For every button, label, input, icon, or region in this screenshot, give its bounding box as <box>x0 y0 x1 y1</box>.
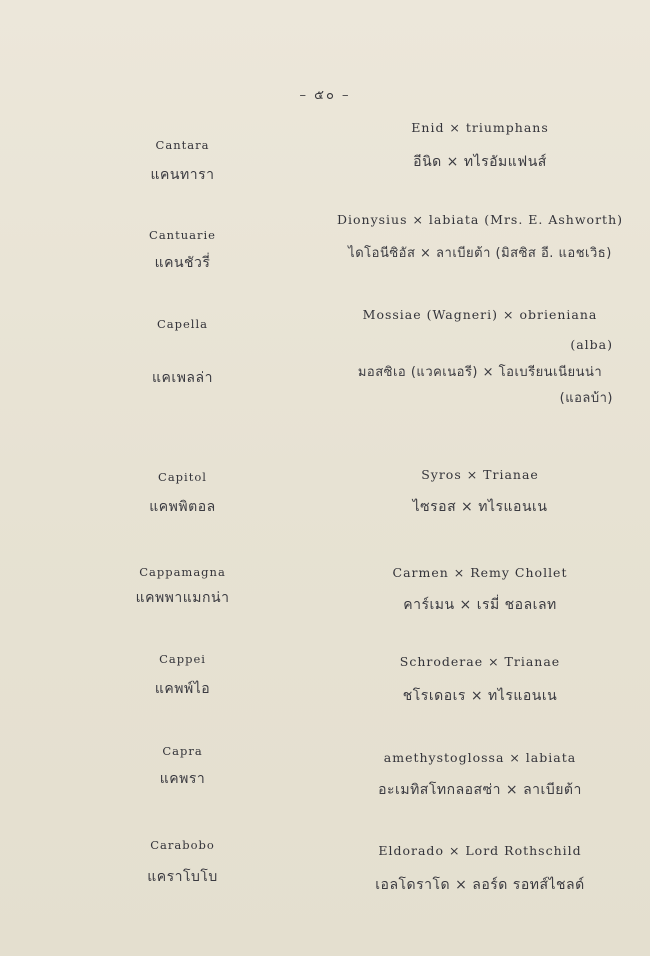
parentage-latin-continued: (alba) <box>570 337 613 352</box>
latin-name: Capitol <box>158 470 207 484</box>
list-item <box>100 742 265 790</box>
list-item <box>325 211 635 265</box>
latin-name: Cantara <box>155 138 210 152</box>
latin-name: Carabobo <box>150 838 215 852</box>
list-item <box>100 836 265 888</box>
list-item <box>100 468 265 518</box>
list-item <box>325 653 635 707</box>
list-item <box>325 564 635 616</box>
parentage-thai: ไดโอนีซิอัส × ลาเบียต้า (มิสซิส อี. แอชเวิธ) <box>348 246 612 261</box>
list-item <box>325 306 635 410</box>
latin-name: Capra <box>162 744 203 758</box>
list-item <box>100 563 265 609</box>
parentage-thai: อะเมทิสโทกลอสซ่า × ลาเบียต้า <box>378 782 582 798</box>
parentage-latin: Dionysius × labiata (Mrs. E. Ashworth) <box>336 212 624 227</box>
parentage-latin: Schroderae × Trianae <box>399 654 561 669</box>
list-item <box>325 842 635 896</box>
latin-name: Capella <box>156 317 209 331</box>
parentage-latin: Mossiae (Wagneri) × obrieniana <box>362 307 598 322</box>
list-item <box>100 315 265 389</box>
parentage-latin: Syros × Trianae <box>421 467 539 482</box>
thai-name: แคพพ์ไอ <box>154 681 211 697</box>
parentage-thai: ชโรเดอเร × ทไรแอนเน <box>402 688 558 704</box>
list-item <box>325 749 635 801</box>
thai-name: แคพพิตอล <box>149 499 216 515</box>
list-item <box>100 136 265 186</box>
list-item <box>325 466 635 518</box>
parentage-thai: เอลโดราโด × ลอร์ด รอทส์ไชลด์ <box>375 877 585 893</box>
thai-name: แคพรา <box>159 771 206 787</box>
parentage-latin: Eldorado × Lord Rothschild <box>378 843 582 858</box>
parentage-latin: Enid × triumphans <box>411 120 549 135</box>
list-item <box>100 650 265 700</box>
list-item <box>325 119 635 173</box>
latin-name: Cantuarie <box>149 228 216 242</box>
list-item <box>100 226 265 274</box>
parentage-latin: Carmen × Remy Chollet <box>392 565 568 580</box>
page-number: – ๕๐ – <box>299 88 351 103</box>
latin-name: Cappei <box>159 652 206 666</box>
thai-name: แคนชัวรี่ <box>154 255 211 271</box>
parentage-thai: มอสซิเอ (แวคเนอรี) × โอเบรียนเนียนน่า <box>357 365 603 380</box>
parentage-latin: amethystoglossa × labiata <box>383 750 577 765</box>
parentage-thai-continued: (แอลบ้า) <box>559 391 613 406</box>
parentage-thai: ไซรอส × ทไรแอนเน <box>412 499 548 515</box>
parentage-thai: คาร์เมน × เรมี่ ชอลเลท <box>403 597 557 613</box>
thai-name: แคพพาแมกน่า <box>135 590 230 606</box>
parentage-thai: อีนิด × ทไรอัมแฟนส์ <box>413 154 547 170</box>
thai-name: แคเพลล่า <box>152 370 213 386</box>
thai-name: แคนทารา <box>150 167 215 183</box>
thai-name: แคราโบโบ <box>147 869 218 885</box>
latin-name: Cappamagna <box>139 565 226 579</box>
